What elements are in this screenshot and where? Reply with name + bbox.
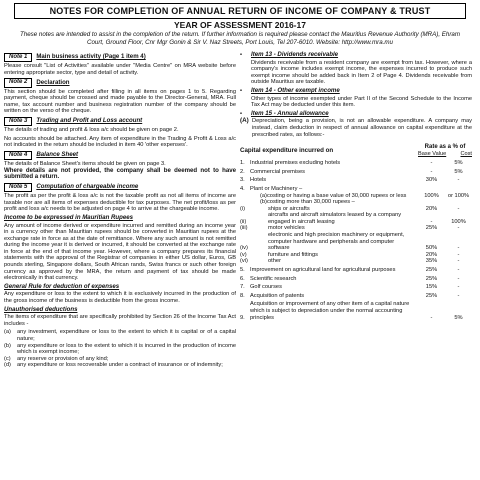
row-description: Industrial premises excluding hotels	[250, 160, 341, 167]
list-item: (a) any investment, expenditure or loss to the extent to which it is capital or of a capital nature;	[4, 329, 236, 343]
item-15-header	[240, 111, 472, 118]
table-row	[240, 225, 472, 232]
table-row	[240, 258, 472, 265]
row-description: other	[268, 258, 281, 265]
item-15-text: Depreciation, being a provision, is not an allowable expenditure. A company may instead, claim deduction in respect of annual allowance on capital expenditure at the prescribed rates, as follows:-	[252, 118, 472, 138]
note-4-header	[4, 151, 236, 160]
row-number: 9.	[240, 314, 245, 321]
row-number: 7.	[240, 284, 245, 291]
rate-subheaders	[418, 151, 472, 158]
table-row	[240, 212, 472, 225]
document-title: NOTES FOR COMPLETION OF ANNUAL RETURN OF INCOME OF COMPANY & TRUST	[14, 3, 466, 19]
note-1-header	[4, 53, 236, 62]
row-description: aircrafts and aircraft simulators leased by a company engaged in aircraft leasing	[268, 212, 402, 225]
item-13-title: Item 13 - Dividends receivable	[251, 51, 339, 58]
row-base-value: 25%	[425, 292, 438, 299]
row-number: 3.	[240, 177, 245, 184]
assessment-year: YEAR OF ASSESSMENT 2016-17	[174, 20, 306, 30]
row-base-value: -	[430, 314, 433, 321]
note-5-title: Computation of chargeable income	[36, 183, 139, 191]
row-description: Scientific research	[250, 275, 297, 282]
table-row	[240, 232, 472, 252]
row-number: (iv)	[240, 245, 248, 252]
row-description: furniture and fittings	[268, 251, 318, 258]
row-cost: -	[457, 177, 460, 184]
table-header	[240, 144, 472, 158]
note-3-text-2: No accounts should be attached. Any item of expenditure in the Trading & Profit & Loss a/c not indicated in the return should be included in item 40 'other expenses'.	[4, 135, 236, 149]
row-cost: 5%	[454, 168, 463, 175]
row-base-value: -	[430, 160, 433, 167]
row-description: electronic and high precision machinery or equipment, computer hardware and peripherals and computer software	[268, 232, 405, 252]
row-description: Commercial premises	[250, 168, 305, 175]
income-heading: Income to be expressed in Mauritian Rupees	[4, 213, 134, 221]
note-4-warning: Where details are not provided, the company shall be deemed not to have submitted a return.	[4, 166, 236, 181]
row-description: Improvement on agricultural land for agricultural purposes	[250, 267, 396, 274]
income-text: Any amount of income derived or expenditure incurred and remitted during an income year in a currency other than Mauritian rupees should be converted in Mauritian rupees at the exchange rate in force as at the date of remittance. Where any such amount is not remitted during the income year it is derived or incurred, it should be converted at the exchange rate in force at the end of that income year. However, where a company prepares its financial statements with the approval of the Registrar of companies in either US dollar, Euros, GB pounds sterling, Singapore dollars, South African rands, Swiss francs or such other foreign currency as approved by the MRA, the return and payment of tax should be made electronically in that currency.	[4, 222, 236, 282]
row-number: (ii)	[240, 218, 247, 225]
table-row	[240, 276, 472, 283]
table-row	[240, 252, 472, 259]
row-cost: -	[457, 245, 460, 252]
bullet-icon: •	[240, 52, 242, 58]
row-cost: 5%	[454, 160, 463, 167]
right-column	[240, 51, 472, 321]
row-number: 4.	[240, 185, 245, 192]
table-row	[240, 293, 472, 300]
row-description: Golf courses	[250, 284, 282, 291]
bullet-icon: •	[240, 87, 242, 94]
row-cost: 5%	[454, 314, 463, 321]
list-item: (c) any reserve or provision of any kind;	[4, 355, 109, 362]
allowance-table	[240, 144, 472, 321]
list-item: (d) any expenditure or loss recoverable under a contract of insurance or of indemnity;	[4, 362, 223, 369]
table-row	[240, 160, 472, 167]
rate-title: Rate as a % of	[424, 144, 466, 151]
row-number: (iii)	[240, 225, 248, 232]
table-row	[240, 169, 472, 176]
general-rule-text: Any expenditure or loss to the extent to which it is exclusively incurred in the production of the gross income of the business is deductible from the gross income.	[4, 291, 236, 305]
row-base-value: 50%	[425, 245, 438, 252]
item-14-text: Other types of income exempted under Part II of the Second Schedule to the Income Tax Act may be deducted under this item.	[251, 95, 472, 109]
base-value-label: Base Value	[418, 151, 447, 158]
note-3-header	[4, 117, 236, 126]
note-5-text: The profit as per the profit & loss a/c is not the taxable profit as not all items of income are taxable nor are all items of expenses deductible for tax purposes. The net profit/loss as per profit and loss a/c needs to be adjusted on page 4 to arrive at the chargeable income.	[4, 193, 236, 213]
row-number: (i)	[240, 205, 246, 212]
table-row	[240, 186, 472, 193]
row-cost: -	[457, 284, 460, 291]
table-row	[240, 301, 472, 321]
row-base-value: 20%	[425, 205, 438, 212]
item-15-letter: (A)	[240, 117, 249, 125]
row-number: 2.	[240, 168, 245, 175]
row-description: Acquisition or improvement of any other item of a capital nature which is subject to depreciation under the normal accounting principles	[250, 301, 410, 321]
note-1-tag: Note 1	[4, 53, 32, 62]
row-cost: -	[457, 292, 460, 299]
bullet-icon: •	[240, 110, 242, 117]
item-13-text: Dividends receivable from a resident company are exempt from tax. However, where a company's income includes exempt income, the expenses incurred to produce such exempt income should be added back in Item 2 of Page 4. Dividends receivable from outside Mauritius are taxable.	[251, 59, 472, 86]
item-15-paragraph	[240, 118, 472, 140]
row-number: 5.	[240, 267, 245, 274]
item-14-title: Item 14 - Other exempt income	[251, 86, 340, 94]
row-number: 8.	[240, 292, 245, 299]
row-base-value: -	[430, 168, 433, 175]
note-5-header	[4, 183, 236, 192]
item-13-header	[240, 52, 472, 59]
note-3-tag: Note 3	[4, 117, 32, 126]
row-base-value: -	[430, 218, 433, 225]
row-description: Plant or Machinery –	[250, 185, 303, 192]
note-2-text: This section should be completed after filling in all items on pages 1 to 5. Regarding payment, cheque should be crossed and made payable to the Director-General, MRA. Full name, tax account number and business registration number of the company should be written on the verso of the cheque.	[4, 88, 236, 115]
note-2-tag: Note 2	[4, 78, 32, 87]
row-description: ships or aircrafts	[268, 205, 310, 212]
intro-text: These notes are intended to assist in the completion of the return. If further information is required please contact the Mauritius Revenue Authority (MRA), Ehram Court, Ground Floor, Cnr Mgr Gonin & Sir V. Naz Streets, Port Louis, Tel 207-6010. Website: http://www.mra.mu	[20, 31, 460, 47]
note-3-title: Trading and Profit and Loss account	[36, 117, 143, 125]
row-cost: -	[457, 267, 460, 274]
row-base-value: 35%	[425, 258, 438, 265]
row-cost: -	[457, 205, 460, 212]
row-description: (a)costing or having a base value of 30,000 rupees or less	[260, 192, 407, 199]
note-4-tag: Note 4	[4, 151, 32, 160]
row-base-value: 25%	[425, 225, 438, 232]
note-1-title: Main business activity (Page 1 item 4)	[36, 53, 146, 61]
general-rule-heading: General Rule for deduction of expenses	[4, 282, 120, 290]
row-base-value: 30%	[425, 177, 438, 184]
note-2-header	[4, 78, 236, 87]
unauthorised-heading: Unauthorised deductions	[4, 305, 78, 313]
note-4-text: The details of Balance Sheet's items should be given on page 3.	[4, 161, 166, 168]
row-base-value: 25%	[425, 267, 438, 274]
row-cost: or 100%	[447, 192, 470, 199]
item-15-title: Item 15 - Annual allowance	[251, 109, 329, 117]
row-number: (v)	[240, 251, 247, 258]
table-row	[240, 267, 472, 274]
row-description: motor vehicles	[268, 225, 305, 232]
table-row	[240, 177, 472, 184]
unauthorised-text: The items of expenditure that are specifically prohibited by Section 26 of the Income Tax Act includes -	[4, 314, 236, 327]
note-3-text-1: The details of trading and profit & loss a/c should be given on page 2.	[4, 127, 179, 134]
row-description: (b)costing more than 30,000 rupees –	[260, 199, 355, 206]
row-description: Acquisition of patents	[250, 292, 305, 299]
row-cost: -	[457, 225, 460, 232]
note-1-text: Please consult "List of Activities" available under "Media Centre" on MRA website before entering appropriate sector, type and detail of activity.	[4, 63, 236, 76]
left-column	[4, 51, 236, 370]
list-item: (b) any expenditure or loss to the extent to which it is incurred in the production of income which is exempt income;	[4, 342, 236, 356]
row-number: 1.	[240, 160, 245, 167]
table-col-title: Capital expenditure incurred on	[240, 147, 334, 155]
row-base-value: 20%	[425, 251, 438, 258]
row-cost: -	[457, 251, 460, 258]
rate-header	[418, 144, 472, 158]
row-cost: 100%	[451, 218, 466, 225]
table-row	[240, 193, 472, 200]
row-number: (vi)	[240, 258, 248, 265]
row-base-value: 15%	[425, 284, 438, 291]
note-2-title: Declaration	[36, 78, 70, 86]
row-cost: -	[457, 258, 460, 265]
row-description: Hotels	[250, 177, 267, 184]
row-number: 6.	[240, 275, 245, 282]
row-cost: -	[457, 275, 460, 282]
table-body	[240, 160, 472, 321]
row-base-value: 25%	[425, 275, 438, 282]
table-row	[240, 206, 472, 213]
note-4-title: Balance Sheet	[36, 151, 79, 159]
table-row	[240, 199, 472, 206]
row-base-value: 100%	[424, 192, 439, 199]
cost-label: Cost	[460, 151, 472, 158]
unauthorised-list	[4, 329, 236, 369]
table-row	[240, 284, 472, 291]
note-5-tag: Note 5	[4, 183, 32, 192]
item-14-header	[240, 88, 472, 95]
